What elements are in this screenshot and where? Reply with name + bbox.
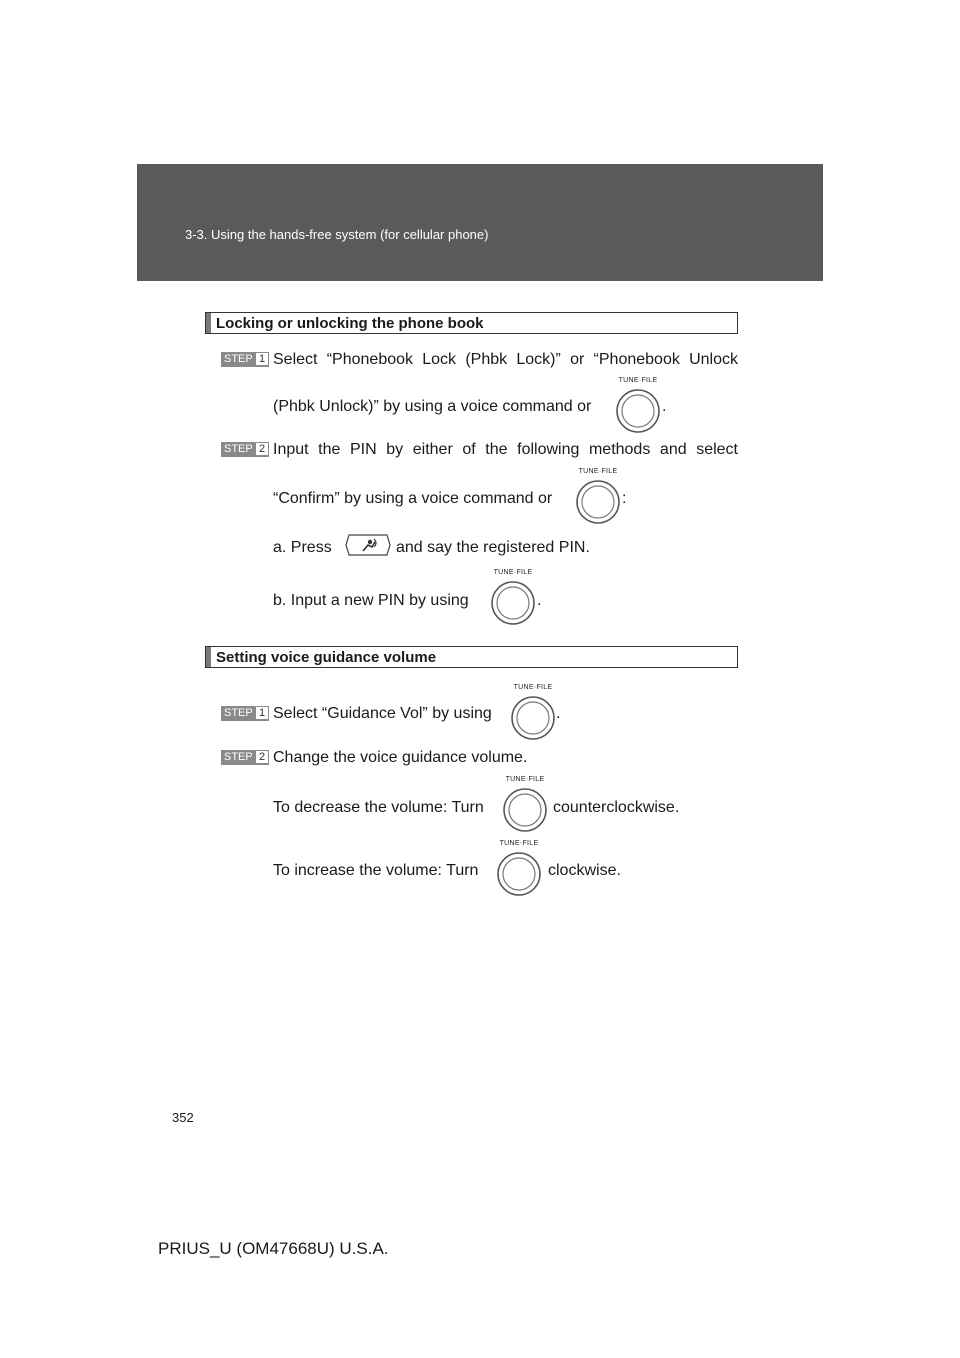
increase-volume-text: To increase the volume: Turn [273, 862, 479, 879]
step-text: Select “Guidance Vol” by using [273, 705, 492, 722]
section-title: Setting voice guidance volume [216, 649, 437, 666]
step-text: Select “Phonebook Lock (Phbk Lock)” or “Phonebook Unlock [273, 351, 738, 368]
sub-step-b: b. Input a new PIN by using [273, 592, 469, 609]
section-title-bar-guidance-volume [205, 646, 738, 668]
talk-switch-icon [343, 533, 393, 557]
tune-file-knob-icon: TUNE·FILE [497, 776, 553, 836]
section-title: Locking or unlocking the phone book [216, 315, 484, 332]
tune-file-knob-icon: TUNE·FILE [485, 569, 541, 629]
sub-step-a: a. Press [273, 539, 332, 556]
step-text: Change the voice guidance volume. [273, 749, 528, 766]
section-title-bar-phonebook-lock [205, 312, 738, 334]
tune-file-knob-icon: TUNE·FILE [610, 377, 666, 437]
tune-file-knob-icon: TUNE·FILE [505, 684, 561, 744]
tune-file-knob-icon: TUNE·FILE [491, 840, 547, 900]
step-text: (Phbk Unlock)” by using a voice command or [273, 398, 592, 415]
chapter-title: 3-3. Using the hands-free system (for cellular phone) [185, 227, 489, 242]
decrease-volume-text: To decrease the volume: Turn [273, 799, 484, 816]
step-text: “Confirm” by using a voice command or [273, 490, 553, 507]
page-number: 352 [172, 1110, 194, 1125]
tune-file-knob-icon: TUNE·FILE [570, 468, 626, 528]
chapter-header [137, 164, 823, 281]
step-text: Input the PIN by either of the following methods and select [273, 441, 738, 458]
step-badge: STEP 1 [221, 706, 269, 721]
step-badge: STEP 2 [221, 442, 269, 457]
model-code: PRIUS_U (OM47668U) U.S.A. [158, 1239, 389, 1258]
step-badge: STEP 1 [221, 352, 269, 367]
step-badge: STEP 2 [221, 750, 269, 765]
